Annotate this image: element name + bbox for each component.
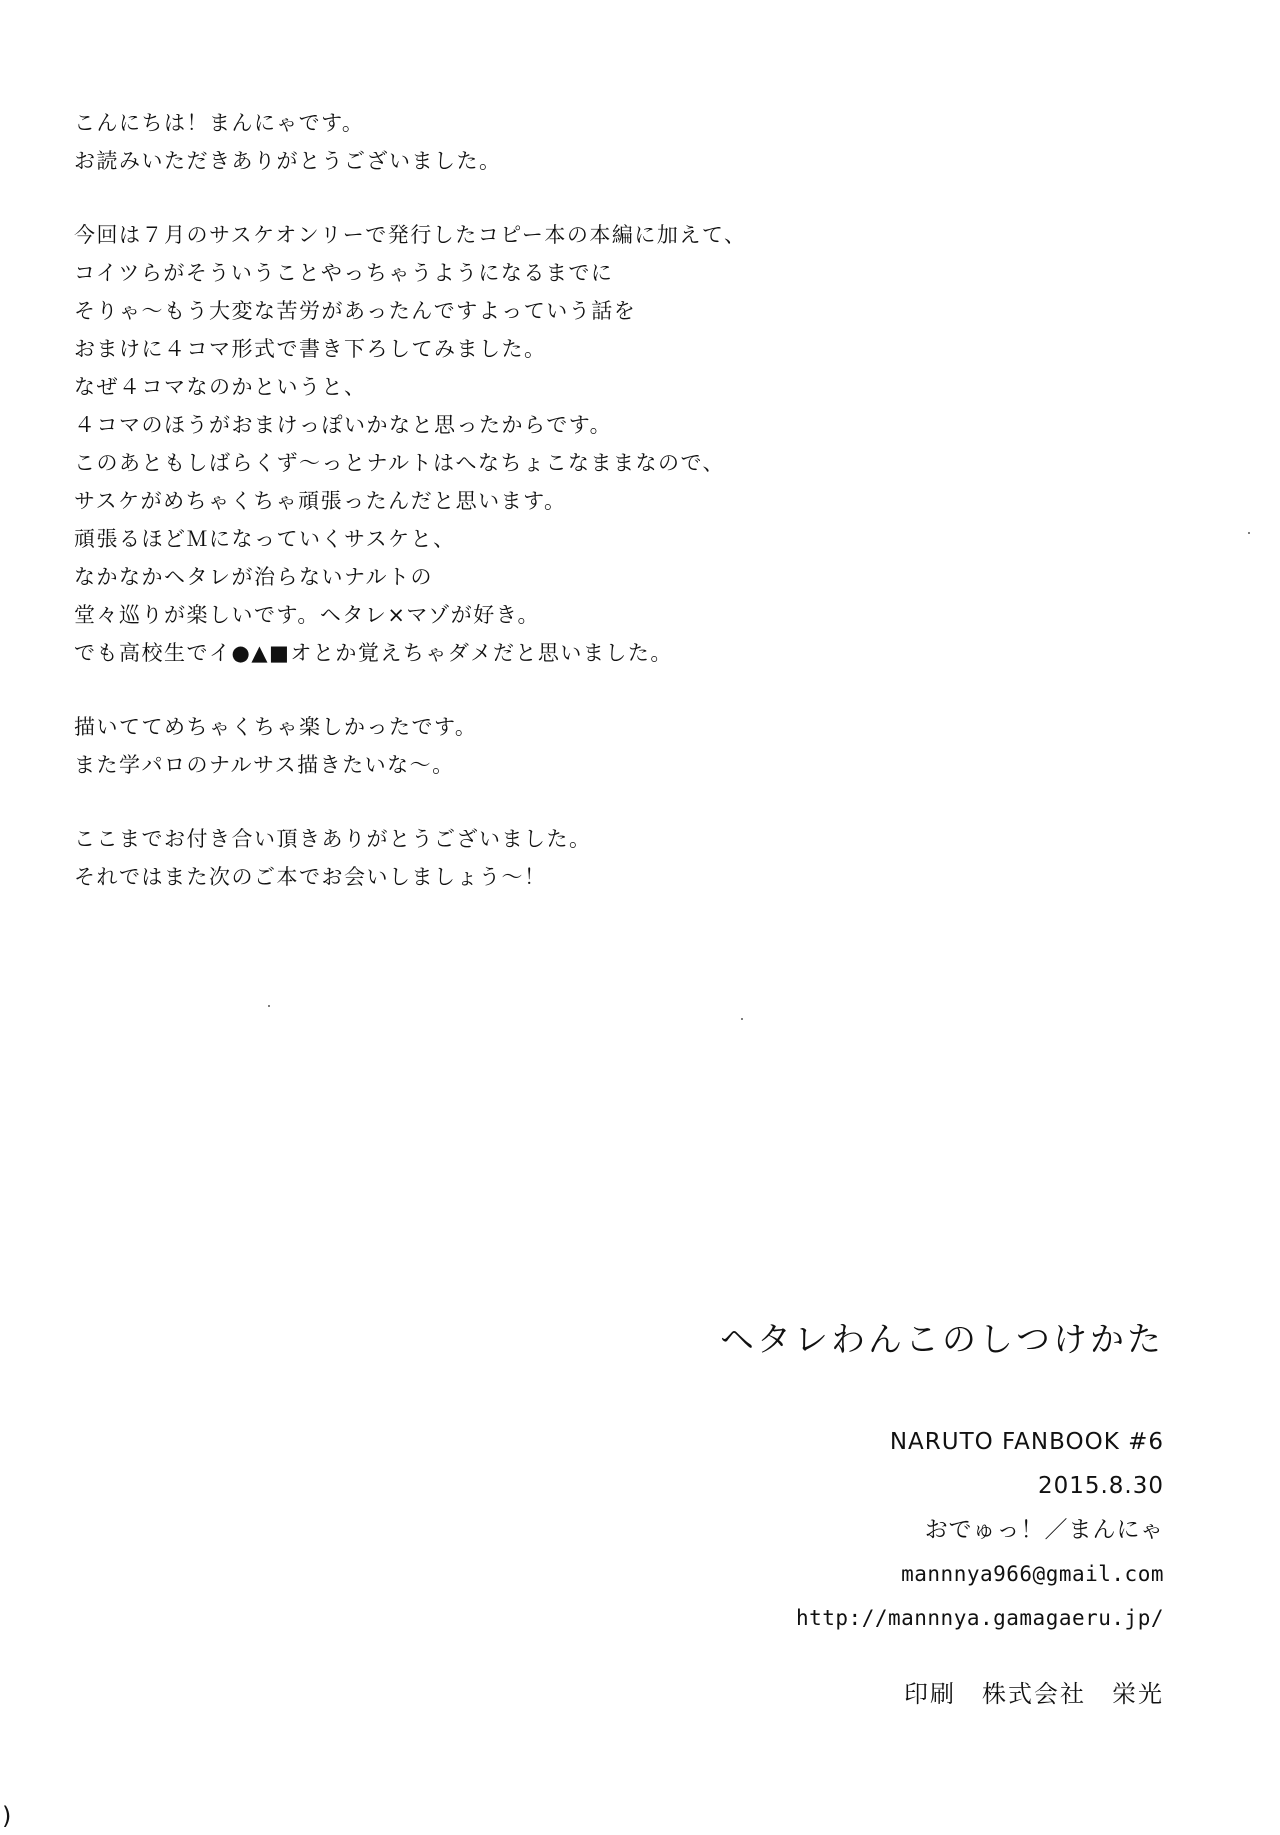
circle-author: おでゅっ！／まんにゃ <box>924 1517 1164 1543</box>
printer-credit: 印刷 株式会社 栄光 <box>904 1680 1164 1708</box>
afterword-paragraph-greeting <box>74 104 1074 180</box>
text-line: このあともしばらくず～っとナルトはへなちょこなままなので、 <box>74 451 726 475</box>
series-label: NARUTO FANBOOK #6 <box>889 1429 1164 1455</box>
afterword-paragraph-closing <box>74 820 1074 896</box>
text-line: おまけに４コマ形式で書き下ろしてみました。 <box>74 337 547 361</box>
colophon <box>720 1318 1164 1714</box>
website-url: http://mannnya.gamagaeru.jp/ <box>795 1606 1164 1630</box>
contact-email: mannnya966@gmail.com <box>901 1562 1164 1586</box>
text-line: ここまでお付き合い頂きありがとうございました。 <box>74 827 592 851</box>
text-line: また学パロのナルサス描きたいな～。 <box>74 753 455 777</box>
afterword-text <box>74 104 1074 932</box>
afterword-paragraph-about <box>74 216 1074 672</box>
page-edge-mark: ) <box>2 1802 12 1830</box>
text-line: なぜ４コマなのかというと、 <box>74 375 367 399</box>
text-line: コイツらがそういうことやっちゃうようになるまでに <box>74 261 614 285</box>
text-line: 今回は７月のサスケオンリーで発行したコピー本の本編に加えて、 <box>74 223 747 247</box>
text-line: 堂々巡りが楽しいです。ヘタレ×マゾが好き。 <box>74 603 540 627</box>
text-line: そりゃ～もう大変な苦労があったんですよっていう話を <box>74 299 637 323</box>
text-line: なかなかヘタレが治らないナルトの <box>74 565 433 589</box>
publish-date: 2015.8.30 <box>1037 1473 1164 1499</box>
text-line: でも高校生でイ●▲■オとか覚えちゃダメだと思いました。 <box>74 641 673 665</box>
speck-mark <box>741 1018 743 1020</box>
book-title: ヘタレわんこのしつけかた <box>720 1320 1164 1360</box>
speck-mark <box>1248 532 1250 534</box>
text-line: ４コマのほうがおまけっぽいかなと思ったからです。 <box>74 413 613 437</box>
text-line: こんにちは！まんにゃです。 <box>74 111 365 135</box>
text-line: それではまた次のご本でお会いしましょう～！ <box>74 865 547 889</box>
text-line: 頑張るほどＭになっていくサスケと、 <box>74 527 456 551</box>
afterword-paragraph-fun <box>74 708 1074 784</box>
text-line: 描いててめちゃくちゃ楽しかったです。 <box>74 715 478 739</box>
text-line: サスケがめちゃくちゃ頑張ったんだと思います。 <box>74 489 567 513</box>
text-line: お読みいただきありがとうございました。 <box>74 149 502 173</box>
speck-mark <box>268 1005 270 1007</box>
